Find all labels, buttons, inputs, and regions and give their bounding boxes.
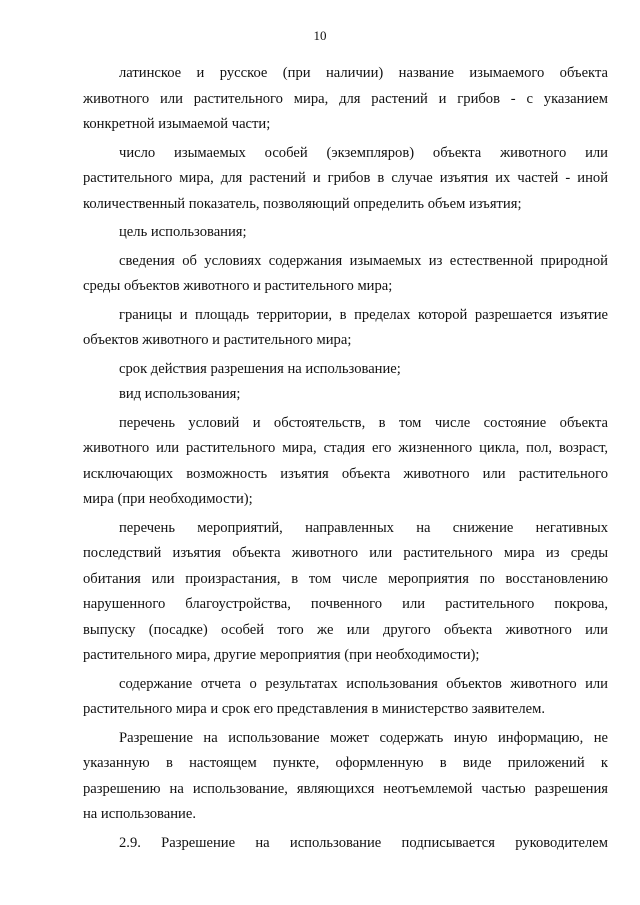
paragraph-purpose — [83, 220, 608, 246]
text-line: мира (при необходимости); — [83, 491, 253, 507]
paragraph-specimen-count — [83, 141, 608, 218]
text-line: количественный показатель, позволяющий определить объем изъятия; — [83, 195, 522, 212]
text-line: растительного мира и срок его представления в министерство заявителем. — [83, 701, 546, 717]
text-line: сведения об условиях содержания изымаемых из естественной природной — [119, 252, 608, 269]
paragraph-usage-type — [83, 382, 608, 408]
text-line: 2.9. Разрешение на использование подписывается руководителем — [119, 834, 608, 851]
text-line: среды объектов животного и растительного мира; — [83, 278, 393, 294]
text-line: последствий изъятия объекта животного или растительного мира из среды — [83, 545, 608, 561]
paragraph-report-content — [83, 672, 608, 723]
paragraph-additional-info — [83, 726, 608, 828]
text-line: нарушенного благоустройства, почвенного или растительного покрова, — [83, 596, 608, 612]
text-line: число изымаемых особей (экземпляров) объекта животного или — [119, 144, 608, 161]
text-line: растительного мира, для растений и грибов в случае изъятия их частей - иной — [83, 170, 608, 186]
text-line: животного или растительного мира, стадия его жизненного цикла, пол, возраст, — [83, 440, 608, 456]
paragraph-keeping-conditions — [83, 249, 608, 300]
text-line: объектов животного и растительного мира; — [83, 332, 352, 348]
paragraph-mitigation-measures — [83, 516, 608, 669]
document-body — [83, 61, 608, 856]
text-line: латинское и русское (при наличии) название изымаемого объекта — [119, 65, 608, 81]
paragraph-territory-bounds — [83, 303, 608, 354]
text-line: перечень условий и обстоятельств, в том числе состояние объекта — [119, 414, 608, 431]
text-line: вид использования; — [119, 386, 241, 402]
text-line: указанную в настоящем пункте, оформленную в виде приложений к — [83, 755, 608, 771]
text-line: на использование. — [83, 806, 196, 822]
text-line: обитания или произрастания, в том числе мероприятия по восстановлению — [83, 570, 608, 587]
text-line: срок действия разрешения на использование; — [119, 360, 401, 377]
text-line: конкретной изымаемой части; — [83, 116, 271, 132]
text-line: растительного мира, другие мероприятия (при необходимости); — [83, 647, 480, 663]
text-line: животного или растительного мира, для растений и грибов - с указанием — [83, 90, 608, 107]
text-line: перечень мероприятий, направленных на снижение негативных — [119, 519, 608, 536]
text-line: разрешению на использование, являющихся неотъемлемой частью разрешения — [83, 780, 608, 797]
text-line: границы и площадь территории, в пределах которой разрешается изъятие — [119, 306, 608, 323]
text-line: содержание отчета о результатах использования объектов животного или — [119, 675, 608, 692]
text-line: выпуску (посадке) особей того же или другого объекта животного или — [83, 621, 608, 638]
text-line: Разрешение на использование может содержать иную информацию, не — [119, 729, 608, 746]
text-line: цель использования; — [119, 224, 247, 240]
paragraph-clause-2-9 — [83, 831, 608, 857]
page-number: 10 — [313, 28, 327, 43]
paragraph-conditions-list — [83, 411, 608, 513]
paragraph-permit-term — [83, 357, 608, 383]
paragraph-species-name — [83, 61, 608, 138]
text-line: исключающих возможность изъятия объекта животного или растительного — [83, 465, 608, 482]
